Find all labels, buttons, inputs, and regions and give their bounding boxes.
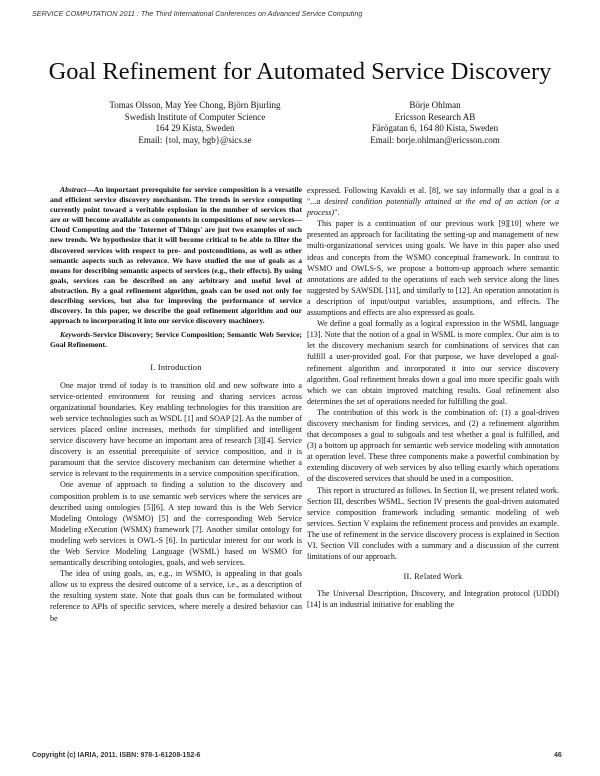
abstract-lead: Abstract: [60, 185, 87, 194]
paragraph: One major trend of today is to transition old and new software into a service-oriented environment for reusing and sharing services across organizational boundaries. Key enabling technologies for this transition are web service technologies such as WSDL [1] and SOAP [2]. As the number of services placed online increases, methods for simplified and intelligent service discovery have become an important area of research [3][4]. Service discovery is an essential prerequisite of service composition, and it is paramount that the service discovery mechanism can determine whether a service is relevant to the requirements in a service composition specification.: [50, 380, 302, 479]
paragraph: One avenue of approach to finding a solution to the discovery and composition problem is to use semantic web services where the services are described using ontologies [5][6]. A step toward this is the Web Service Modeling Ontology (WSMO) [5] and the corresponding Web Service Modeling eXecution (WSMX) framework [7]. Another similar ontology for modeling web services is OWL-S [6]. In particular interest for our work is the Web Service Modeling Language (WSML) based on WSMO for semantically describing ontologies, goals, and web services.: [50, 480, 302, 568]
paragraph: We define a goal formally as a logical expression in the WSML language [13]. Note that the notion of a goal in WSML is more complex. Our aim is to let the discovery mechanism search for combinations of services that can fulfill a user-provided goal. For that purpose, we have developed a goal-refinement algorithm and incorporated it into our service discovery algorithm. Goal refinement breaks down a goal into more specific goals with which we can obtain improved matching results. Goal refinement also determines the set of operations needed for fulfilling the goal.: [307, 319, 559, 406]
section-heading-introduction: I. Introduction: [150, 362, 202, 372]
author-names: Börje Ohlman: [409, 100, 461, 110]
keywords-lead: Keywords-: [60, 330, 93, 340]
author-affiliation: Ericsson Research AB: [394, 111, 476, 122]
author-block-1: [90, 100, 300, 146]
goal-definition-quote: ...a desired condition potentially attained at the end of an action (or a process): [307, 197, 559, 218]
right-column: [307, 185, 559, 610]
paragraph: The idea of using goals, as, e.g., in WSMO, is appealing in that goals allow us to express the desired outcome of a service, i.e., as a description of the resulting system state. Note that goals thus can be formulated without reference to APIs of specific services, where merely a desired behavior can be: [50, 569, 302, 623]
author-email: Email: {tol, may, bgb}@sics.se: [138, 134, 252, 145]
author-address: Färögatan 6, 164 80 Kista, Sweden: [371, 123, 499, 133]
section-heading-related-work: II. Related Work: [403, 572, 463, 582]
page-number: 46: [554, 752, 562, 759]
abstract: [50, 185, 302, 326]
paper-title: Goal Refinement for Automated Service Discovery: [48, 58, 552, 85]
keywords: [50, 330, 302, 350]
footer-copyright: Copyright (c) IARIA, 2011. ISBN: 978-1-61208-152-6: [32, 752, 201, 759]
author-block-2: [340, 100, 530, 146]
running-header: SERVICE COMPUTATION 2011 : The Third International Conferences on Advanced Service Computing: [32, 9, 363, 18]
paragraph-continued: [307, 185, 559, 218]
author-affiliation: Swedish Institute of Computer Science: [124, 111, 266, 122]
paragraph: This report is structured as follows. In Section II, we present related work. Section III, describes WSML. Section IV presents the goal-driven automated service composition framework including semantic modeling of web services. Section V explains the refinement process and provides an example. The use of refinement in the service discovery process is explained in Section VI. Section VII concludes with a summary and a discussion of the current limitations of our approach.: [307, 485, 559, 562]
paragraph: The Universal Description, Discovery, and Integration protocol (UDDI) [14] is an industrial initiative for enabling the: [307, 589, 559, 610]
text-span: ".: [334, 208, 340, 218]
keywords-text: Service Discovery; Service Composition; Semantic Web Service; Goal Refinement.: [50, 330, 302, 350]
author-address: 164 29 Kista, Sweden: [155, 123, 235, 133]
author-email: Email: borje.ohlman@ericsson.com: [370, 134, 500, 145]
abstract-text: —An important prerequisite for service composition is a versatile and efficient service discovery mechanism. The trends in service computing currently point toward a veritable explosion in the number of services that are or will become available as components in compositions of new services—Cloud Computing and the 'Internet of Things' are just two examples of such new trends. We hypothesize that it will become critical to be able to filter the discovered services with respect to pre- and postconditions, as well as other semantic aspects such as relevance. We have studied the use of goals as a means for describing semantic aspects of services (e.g., their effects). By using goals, services can be described on any arbitrary and useful level of abstraction. By a goal refinement algorithm, goals can be used not only for describing services, but also for improving the performance of service discovery. In this paper, we describe the goal refinement algorithm and our approach to incorporating it into our service discovery machinery.: [50, 185, 302, 326]
paragraph: The contribution of this work is the combination of: (1) a goal-driven discovery mechanism for finding services, and (2) a refinement algorithm that decomposes a goal to subgoals and test whether a goal is fulfilled, and (3) a bottom up approach for semantic web service modeling with annotation at operation level. These three components make a powerful combination by extending discovery of web services by also telling exactly which operations of the discovered services that should be used in a composition.: [307, 407, 559, 484]
text-span: expressed. Following Kavakli et al. [8], we say informally that a goal is a ": [307, 186, 559, 207]
author-names: Tomas Olsson, May Yee Chong, Björn Bjurling: [109, 100, 281, 110]
paragraph: This paper is a continuation of our previous work [9][10] where we presented an approach for facilitating the setting-up and management of new multi-organizational services using goals. We have in this paper also used ideas and concepts from the WSMO conceptual framework. In contrast to WSMO and OWLS-S, we propose a bottom-up approach where semantic annotations are added to the operations of each web service along the lines suggested by SAWSDL [11], and similarly to [12]. An operation annotation is a description of input/output variables, assumptions, and effects. The assumptions and effects are also expressed as goals.: [307, 219, 559, 318]
left-column: [50, 185, 302, 624]
